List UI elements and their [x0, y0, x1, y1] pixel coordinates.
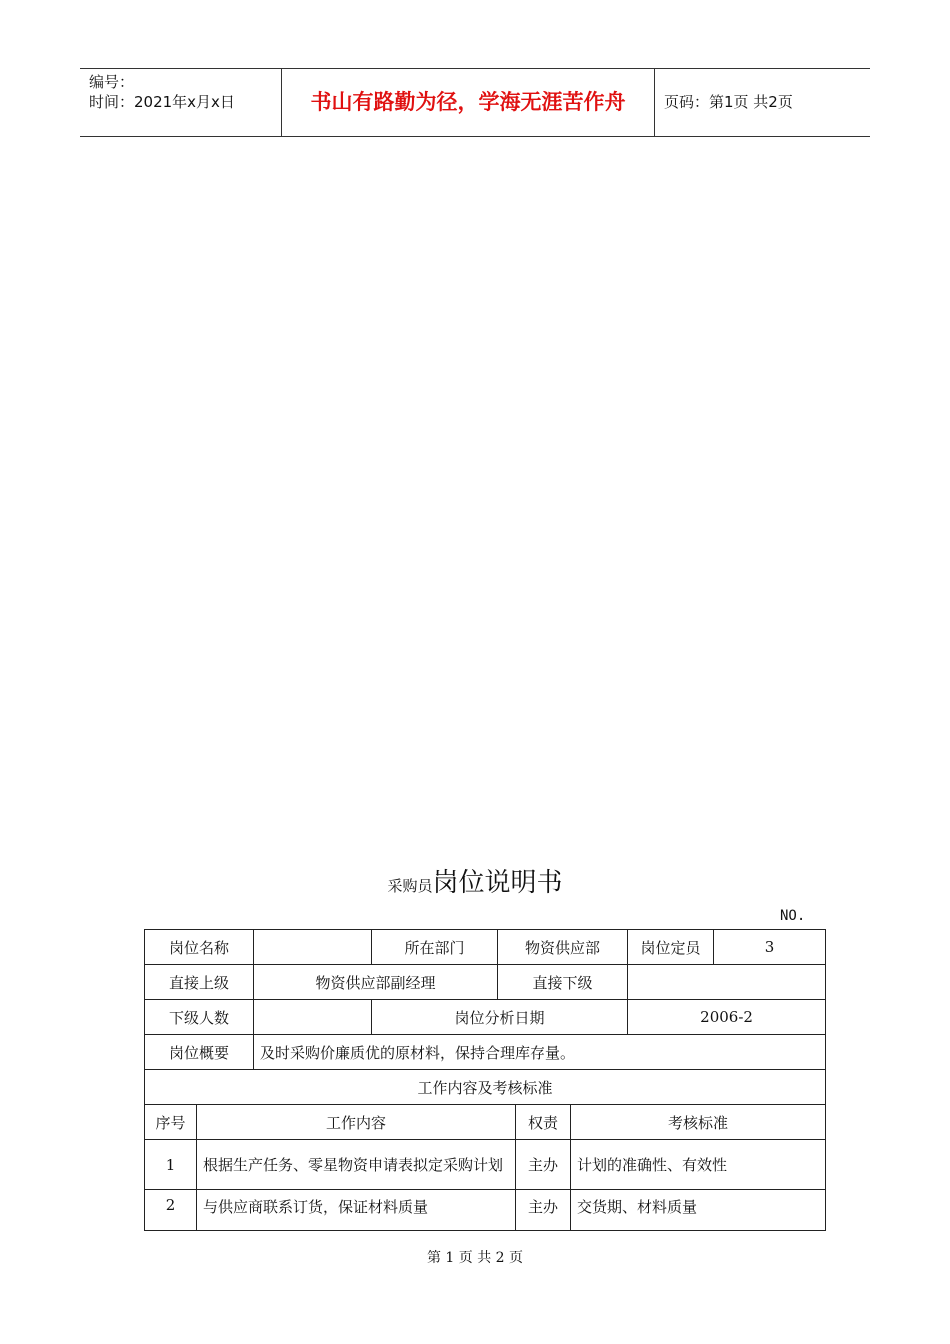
column-header-role: 权责 — [516, 1105, 571, 1140]
table-row — [145, 965, 826, 1000]
value-superior: 物资供应部副经理 — [254, 965, 498, 1000]
row-content: 与供应商联系订货，保证材料质量 — [197, 1190, 516, 1231]
column-header-standard: 考核标准 — [571, 1105, 826, 1140]
value-summary: 及时采购价廉质优的原材料，保持合理库存量。 — [254, 1035, 826, 1070]
value-headcount: 3 — [714, 930, 826, 965]
label-position-name: 岗位名称 — [145, 930, 254, 965]
table-row — [145, 1070, 826, 1105]
value-department: 物资供应部 — [498, 930, 628, 965]
header-meta — [80, 69, 282, 136]
label-headcount: 岗位定员 — [628, 930, 714, 965]
row-role: 主办 — [516, 1190, 571, 1231]
label-subordinate-count: 下级人数 — [145, 1000, 254, 1035]
row-standard: 交货期、材料质量 — [571, 1190, 826, 1231]
time-label: 时间：2021年x月x日 — [89, 93, 235, 111]
row-number: 1 — [145, 1140, 197, 1190]
table-row — [145, 1000, 826, 1035]
label-department: 所在部门 — [372, 930, 498, 965]
value-position-name — [254, 930, 372, 965]
table-header-row — [145, 1105, 826, 1140]
row-number: 2 — [145, 1190, 197, 1231]
row-content: 根据生产任务、零星物资申请表拟定采购计划 — [197, 1140, 516, 1190]
column-header-content: 工作内容 — [197, 1105, 516, 1140]
value-subordinate-count — [254, 1000, 372, 1035]
title-prefix: 采购员 — [387, 877, 433, 895]
table-row — [145, 1190, 826, 1231]
document-number-label: NO. — [780, 908, 806, 924]
job-description-table — [144, 929, 826, 1231]
table-row — [145, 1035, 826, 1070]
header-motto: 书山有路勤为径，学海无涯苦作舟 — [282, 69, 655, 136]
label-summary: 岗位概要 — [145, 1035, 254, 1070]
row-standard: 计划的准确性、有效性 — [571, 1140, 826, 1190]
document-title — [0, 862, 950, 899]
number-label: 编号： — [89, 73, 135, 91]
label-superior: 直接上级 — [145, 965, 254, 1000]
section-title: 工作内容及考核标准 — [145, 1070, 826, 1105]
value-subordinate — [628, 965, 826, 1000]
row-role: 主办 — [516, 1140, 571, 1190]
header-page-info: 页码：第1页 共2页 — [664, 93, 793, 111]
value-analysis-date: 2006-2 — [628, 1000, 826, 1035]
title-main: 岗位说明书 — [432, 868, 563, 898]
label-analysis-date: 岗位分析日期 — [372, 1000, 628, 1035]
table-row — [145, 1140, 826, 1190]
column-header-no: 序号 — [145, 1105, 197, 1140]
label-subordinate: 直接下级 — [498, 965, 628, 1000]
page-header — [80, 68, 870, 137]
table-row — [145, 930, 826, 965]
page-footer: 第 1 页 共 2 页 — [426, 1250, 524, 1266]
